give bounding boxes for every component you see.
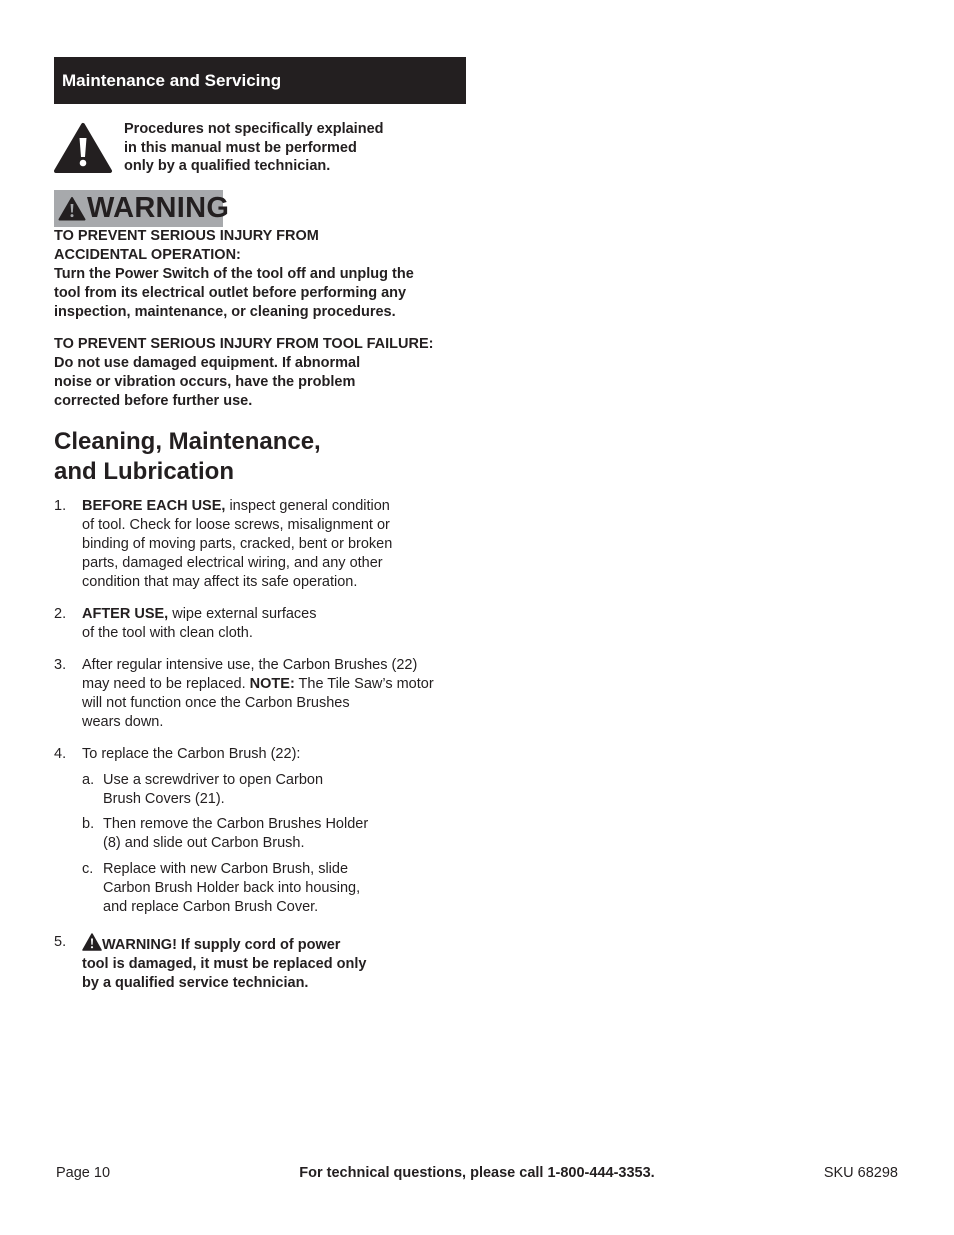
step-body xyxy=(82,933,474,993)
step-text: will not function once the Carbon Brushes xyxy=(82,695,350,711)
section-header: Maintenance and Servicing xyxy=(54,57,466,104)
section-heading xyxy=(54,427,474,487)
warning-triangle-icon xyxy=(58,196,86,221)
caution-exclamation-icon xyxy=(53,122,113,174)
step-lead: BEFORE EACH USE, xyxy=(82,498,226,514)
warning-line: Turn the Power Switch of the tool off and unplug the xyxy=(54,266,414,282)
step-text: parts, damaged electrical wiring, and any other xyxy=(82,555,383,571)
warning-line: noise or vibration occurs, have the problem xyxy=(54,374,356,390)
substep-text: (8) and slide out Carbon Brush. xyxy=(103,835,305,851)
warning-line: TO PREVENT SERIOUS INJURY FROM TOOL FAILURE: xyxy=(54,336,434,352)
page-number: Page 10 xyxy=(56,1165,111,1181)
step-text: of the tool with clean cloth. xyxy=(82,625,253,641)
substep-letter: b. xyxy=(82,816,95,832)
warning-label: WARNING xyxy=(87,192,230,224)
step-body xyxy=(82,656,474,732)
caution-line: Procedures not specifically explained xyxy=(124,121,384,137)
step-text: wipe external surfaces xyxy=(168,606,317,622)
step-number: 2. xyxy=(54,606,67,622)
step-number: 5. xyxy=(54,934,67,950)
warning-triangle-icon xyxy=(82,933,102,951)
step-number: 4. xyxy=(54,746,67,762)
substep-body xyxy=(103,860,403,917)
heading-line: Cleaning, Maintenance, xyxy=(54,428,321,455)
warning-line: TO PREVENT SERIOUS INJURY FROM xyxy=(54,228,319,244)
step-body xyxy=(82,745,474,764)
warning-line: Do not use damaged equipment. If abnormal xyxy=(54,355,361,371)
substep-text: Carbon Brush Holder back into housing, xyxy=(103,880,361,896)
step-text: The Tile Saw’s motor xyxy=(294,676,434,692)
substep-text: Replace with new Carbon Brush, slide xyxy=(103,861,349,877)
warning-line: inspection, maintenance, or cleaning procedures. xyxy=(54,304,396,320)
step-text: condition that may affect its safe operation. xyxy=(82,574,358,590)
step-text: After regular intensive use, the Carbon Brushes (22) xyxy=(82,657,418,673)
warning-tool-failure xyxy=(54,335,474,411)
warning-line: corrected before further use. xyxy=(54,393,253,409)
support-phone: For technical questions, please call 1-800-444-3353. xyxy=(299,1165,655,1181)
step-body xyxy=(82,497,474,592)
warning-line: ACCIDENTAL OPERATION: xyxy=(54,247,241,263)
heading-line: and Lubrication xyxy=(54,458,234,485)
warning-badge xyxy=(54,190,230,227)
step-text: binding of moving parts, cracked, bent or broken xyxy=(82,536,393,552)
substep-letter: a. xyxy=(82,772,95,788)
step-text: by a qualified service technician. xyxy=(82,975,309,991)
caution-line: in this manual must be performed xyxy=(124,139,357,156)
step-text: tool is damaged, it must be replaced only xyxy=(82,956,367,972)
substep-text: and replace Carbon Brush Cover. xyxy=(103,899,319,915)
warning-accidental-operation xyxy=(54,227,474,322)
step-text: To replace the Carbon Brush (22): xyxy=(82,746,301,762)
step-body xyxy=(82,605,474,643)
caution-line: only by a qualified technician. xyxy=(124,158,331,174)
step-number: 1. xyxy=(54,498,67,514)
step-text: WARNING! If supply cord of power xyxy=(102,937,341,953)
step-number: 3. xyxy=(54,657,67,673)
substep-body xyxy=(103,771,403,809)
sku-number: SKU 68298 xyxy=(823,1165,898,1181)
substep-text: Then remove the Carbon Brushes Holder xyxy=(103,816,369,832)
step-text: wears down. xyxy=(82,714,164,730)
caution-text xyxy=(124,120,444,176)
note-label: NOTE: xyxy=(249,676,295,692)
step-lead: AFTER USE, xyxy=(82,606,169,622)
substep-letter: c. xyxy=(82,861,94,877)
substep-text: Brush Covers (21). xyxy=(103,791,225,807)
step-text: may need to be replaced. xyxy=(82,676,250,692)
substep-body xyxy=(103,815,403,853)
substep-text: Use a screwdriver to open Carbon xyxy=(103,772,324,788)
step-text: inspect general condition xyxy=(225,498,390,514)
warning-line: tool from its electrical outlet before performing any xyxy=(54,285,407,301)
step-text: of tool. Check for loose screws, misalignment or xyxy=(82,517,390,533)
